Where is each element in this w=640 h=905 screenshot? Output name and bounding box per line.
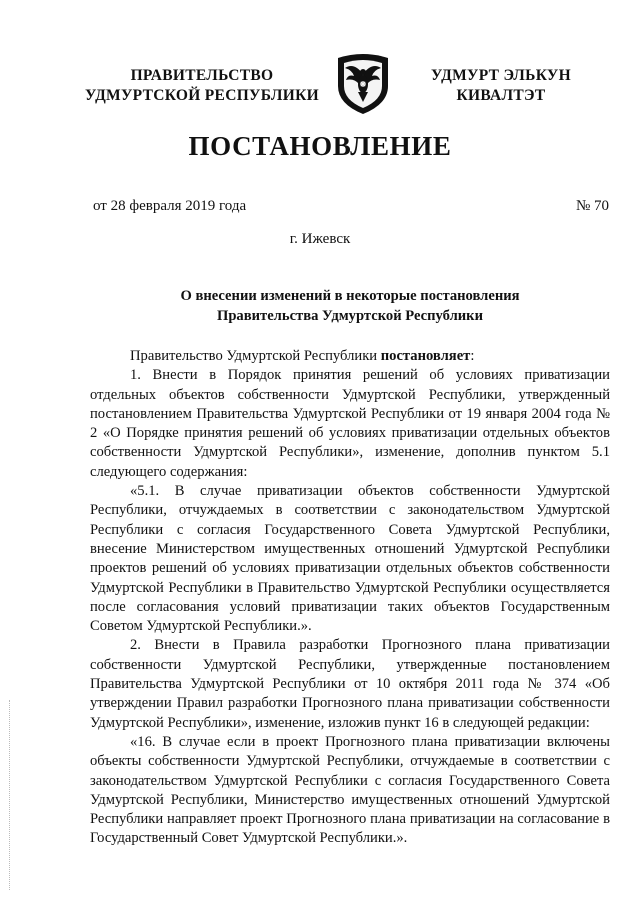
document-date: от 28 февраля 2019 года bbox=[93, 198, 247, 214]
document-title-line2: Правительства Удмуртской Республики bbox=[216, 308, 484, 324]
body-paragraph-2: «5.1. В случае приватизации объектов собственности Удмуртской Республики, отчуждаемых в соответствии с законодательством Удмуртской Республики с согласия Государственного Совета Удмуртской Республики, внесение Министерством имущественных отношений Удмуртской Республики проектов решений об условиях приватизации отдельных объектов собственности Удмуртской Республики в Правительство Удмуртской Республики осуществляется после согласования условий приватизации таких объектов Государственным Советом Удмуртской Республики.». bbox=[90, 483, 610, 635]
udmurt-coat-of-arms-icon bbox=[332, 52, 394, 116]
body-paragraph-4: «16. В случае если в проект Прогнозного плана приватизации включены объекты собственности Удмуртской Республики, отчуждаемые в соответствии с законодательством Удмуртской Республики с согласия Государственного Совета Удмуртской Республики, Министерство имущественных отношений Удмуртской Республики направляет проект Прогнозного плана приватизации на согласование в Государственный Совет Удмуртской Республики.». bbox=[90, 733, 610, 847]
document-number: № 70 bbox=[575, 198, 609, 214]
scan-edge-mark bbox=[9, 700, 11, 890]
government-name-line2: УДМУРТСКОЙ РЕСПУБЛИКИ bbox=[84, 87, 319, 104]
body-paragraph-3: 2. Внести в Правила разработки Прогнозного плана приватизации собственности Удмуртской Республики, утвержденные постановлением Правительства Удмуртской Республики от 10 октября 2011 года № 374 «Об утверждении Правил разработки Прогнозного плана приватизации собственности Удмуртской Республики», изменение, изложив пункт 16 в следующей редакции: bbox=[90, 637, 610, 731]
body-intro-prefix: Правительство Удмуртской Республики bbox=[130, 348, 381, 364]
government-name-udmurt bbox=[418, 66, 584, 106]
government-name-russian bbox=[84, 66, 320, 106]
document-type-heading: ПОСТАНОВЛЕНИЕ bbox=[188, 131, 452, 161]
government-name-udmurt-line2: КИВАЛТЭТ bbox=[456, 87, 546, 104]
document-title-line1: О внесении изменений в некоторые постановления bbox=[180, 288, 520, 304]
body-intro bbox=[90, 347, 610, 366]
document-city: г. Ижевск bbox=[289, 231, 351, 247]
document-title bbox=[90, 286, 610, 326]
body-intro-decree-word: постановляет bbox=[380, 348, 471, 364]
document-body bbox=[90, 347, 610, 849]
body-intro-suffix: : bbox=[470, 348, 475, 364]
body-paragraph-1: 1. Внести в Порядок принятия решений об условиях приватизации отдельных объектов собственности Удмуртской Республики, утвержденный постановлением Правительства Удмуртской Республики от 19 января 2004 года № 2 «О Порядке принятия решений об условиях приватизации отдельных объектов собственности Удмуртской Республики», изменение, дополнив пунктом 5.1 следующего содержания: bbox=[90, 367, 610, 480]
government-name-line1: ПРАВИТЕЛЬСТВО bbox=[130, 67, 274, 84]
government-name-udmurt-line1: УДМУРТ ЭЛЬКУН bbox=[431, 67, 571, 84]
